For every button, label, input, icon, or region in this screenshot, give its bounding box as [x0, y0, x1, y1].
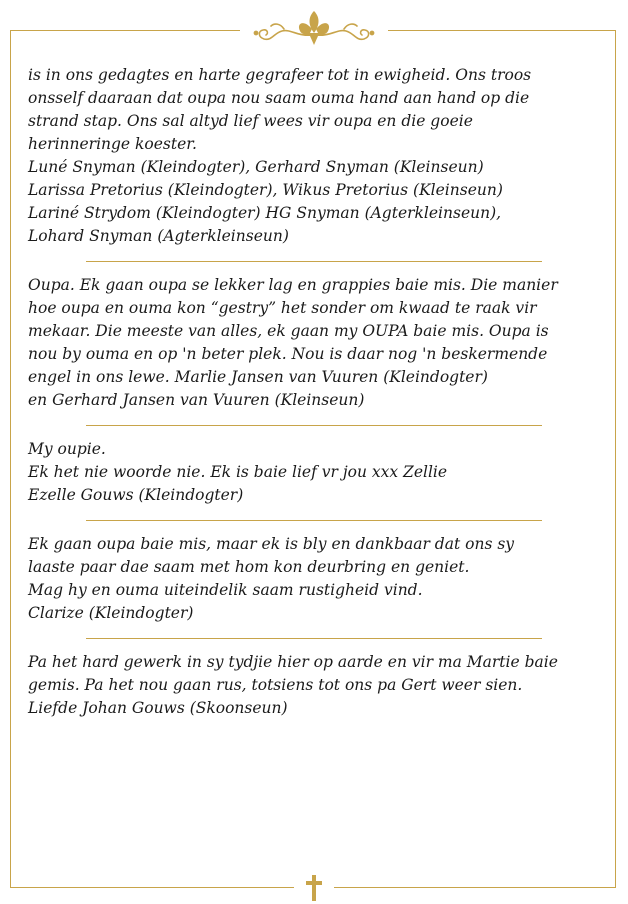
- text-line: engel in ons lewe. Marlie Jansen van Vuuren (Kleindogter): [28, 368, 488, 386]
- text-line: laaste paar dae saam met hom kon deurbring en geniet.: [28, 558, 470, 576]
- text-line: Liefde Johan Gouws (Skoonseun): [28, 699, 288, 717]
- text-line: Ezelle Gouws (Kleindogter): [28, 486, 244, 504]
- cross-icon: [304, 874, 324, 902]
- text-line: is in ons gedagtes en harte gegrafeer tot in ewigheid. Ons troos: [28, 66, 532, 84]
- text-line: Ek het nie woorde nie. Ek is baie lief vr jou xxx Zellie: [28, 463, 448, 481]
- text-line: Clarize (Kleindogter): [28, 604, 194, 622]
- text-line: hoe oupa en ouma kon “gestry” het sonder om kwaad te raak vir: [28, 299, 537, 317]
- text-line: mekaar. Die meeste van alles, ek gaan my OUPA baie mis. Oupa is: [28, 322, 549, 340]
- section-spacer: [28, 262, 600, 274]
- tribute-section: [28, 533, 600, 625]
- text-line: Pa het hard gewerk in sy tydjie hier op aarde en vir ma Martie baie: [28, 653, 558, 671]
- text-line: gemis. Pa het nou gaan rus, totsiens tot ons pa Gert weer sien.: [28, 676, 523, 694]
- text-line: Mag hy en ouma uiteindelik saam rustigheid vind.: [28, 581, 423, 599]
- fleur-de-lis-icon: [244, 9, 384, 49]
- text-line: en Gerhard Jansen van Vuuren (Kleinseun): [28, 391, 365, 409]
- top-ornament: [240, 8, 388, 50]
- text-line: Lohard Snyman (Agterkleinseun): [28, 227, 289, 245]
- bottom-ornament: [294, 872, 334, 904]
- text-line: onsself daaraan dat oupa nou saam ouma hand aan hand op die: [28, 89, 530, 107]
- section-spacer: [28, 248, 600, 261]
- text-line: Lariné Strydom (Kleindogter) HG Snyman (Agterkleinseun),: [28, 204, 502, 222]
- section-spacer: [28, 625, 600, 638]
- text-line: strand stap. Ons sal altyd lief wees vir oupa en die goeie: [28, 112, 473, 130]
- text-line: Oupa. Ek gaan oupa se lekker lag en grappies baie mis. Die manier: [28, 276, 558, 294]
- section-spacer: [28, 426, 600, 438]
- section-spacer: [28, 412, 600, 425]
- tribute-section: [28, 274, 600, 412]
- tribute-section: [28, 64, 600, 248]
- text-line: Luné Snyman (Kleindogter), Gerhard Snyman (Kleinseun): [28, 158, 484, 176]
- tribute-text: [28, 64, 600, 720]
- tribute-section: [28, 438, 600, 507]
- section-spacer: [28, 521, 600, 533]
- tribute-section: [28, 651, 600, 720]
- text-line: Larissa Pretorius (Kleindogter), Wikus Pretorius (Kleinseun): [28, 181, 503, 199]
- section-spacer: [28, 639, 600, 651]
- text-line: Ek gaan oupa baie mis, maar ek is bly en dankbaar dat ons sy: [28, 535, 515, 553]
- text-line: nou by ouma en op 'n beter plek. Nou is daar nog 'n beskermende: [28, 345, 548, 363]
- section-spacer: [28, 507, 600, 520]
- text-line: herinneringe koester.: [28, 135, 197, 153]
- text-line: My oupie.: [28, 440, 106, 458]
